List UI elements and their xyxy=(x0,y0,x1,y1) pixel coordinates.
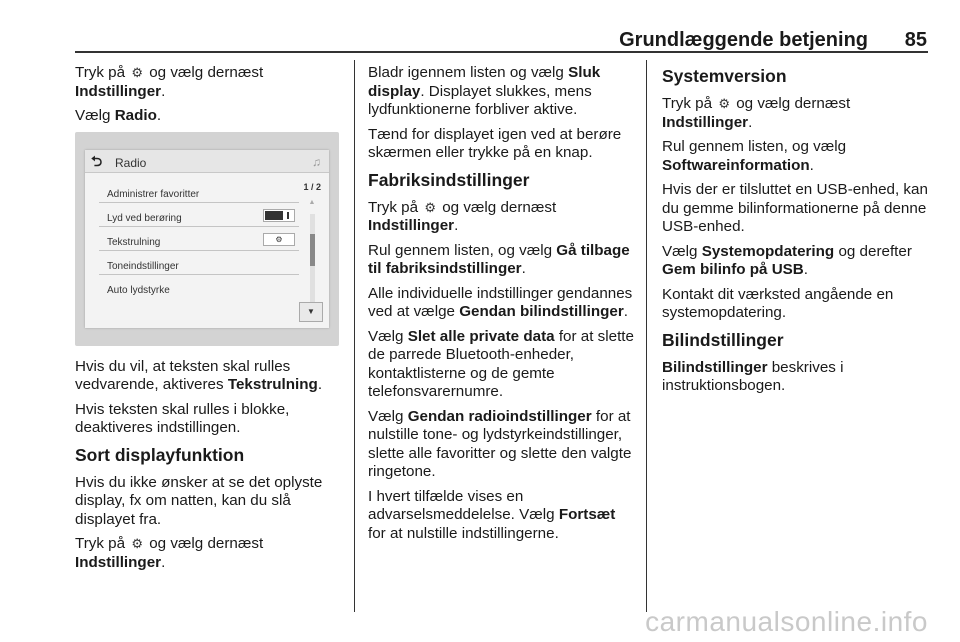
header-divider xyxy=(75,51,928,53)
paragraph: Bladr igennem listen og vælg Sluk display. Displayet slukkes, mens lydfunktionerne forbliver aktive. xyxy=(368,64,601,118)
page-number: 85 xyxy=(904,29,927,51)
screen-title-bar xyxy=(85,150,329,173)
paragraph: Tryk på ⚙ og vælg dernæst Indstillinger. xyxy=(662,95,851,131)
scroll-up-icon: ▲ xyxy=(308,198,316,206)
paragraph: Hvis der er tilsluttet en USB-enhed, kan du gemme bilinformationerne på denne USB-enhed. xyxy=(662,181,928,235)
screen-list-item: Lyd ved berøring xyxy=(99,204,299,227)
screen-title: Radio xyxy=(115,155,147,170)
screen-list-item: Administrer favoritter xyxy=(99,180,299,203)
paragraph: Alle individuelle indstillinger gendannes ved at vælge Gendan bilindstillinger. xyxy=(368,284,633,320)
paragraph: Tryk på ⚙ og vælg dernæst Indstillinger. xyxy=(368,198,557,234)
column-divider-1 xyxy=(354,60,355,612)
section-heading: Bilindstillinger xyxy=(662,329,784,350)
section-heading: Fabriksindstillinger xyxy=(368,169,530,190)
paragraph: Rul gennem listen, og vælg Softwareinformation. xyxy=(662,138,847,174)
paragraph: Hvis teksten skal rulles i blokke, deaktiveres indstillingen. xyxy=(75,400,290,436)
page-header-title: Grundlæggende betjening xyxy=(619,29,868,51)
radio-settings-screenshot xyxy=(75,132,339,346)
scroll-down-icon: ▼ xyxy=(299,302,323,322)
column-2 xyxy=(368,64,636,549)
column-divider-2 xyxy=(646,60,647,612)
toggle-off-icon: ⚙ xyxy=(263,233,295,246)
settings-gear-icon: ⚙ xyxy=(131,536,143,551)
screen-scrollbar xyxy=(310,214,315,302)
radio-screen xyxy=(85,150,329,328)
paragraph: I hvert tilfælde vises en advarselsmeddelelse. Vælg Fortsæt for at nulstille indstillingerne. xyxy=(368,487,616,542)
paragraph: Vælg Slet alle private data for at slette de parrede Bluetooth-enheder, kontaktlisterne og de gemte telefonsvarernumre. xyxy=(368,327,634,400)
paragraph: Vælg Radio. xyxy=(75,107,162,124)
toggle-on-icon xyxy=(263,209,295,222)
paragraph: Tryk på ⚙ og vælg dernæst Indstillinger. xyxy=(75,535,264,571)
screen-page-indicator: 1 / 2 xyxy=(303,181,321,192)
paragraph: Bilindstillinger beskrives i instruktionsbogen. xyxy=(662,358,844,394)
settings-gear-icon: ⚙ xyxy=(718,96,730,111)
settings-gear-icon: ⚙ xyxy=(131,65,143,80)
section-heading: Systemversion xyxy=(662,66,787,86)
paragraph: Rul gennem listen, og vælg Gå tilbage til fabriksindstillinger. xyxy=(368,241,630,277)
paragraph: Vælg Systemopdatering og derefter Gem bilinfo på USB. xyxy=(662,242,912,278)
paragraph: Tænd for displayet igen ved at berøre skærmen eller trykke på en knap. xyxy=(368,125,622,161)
paragraph: Tryk på ⚙ og vælg dernæst Indstillinger. xyxy=(75,64,264,100)
column-1 xyxy=(75,64,345,578)
settings-gear-icon: ⚙ xyxy=(424,199,436,215)
paragraph: Hvis du ikke ønsker at se det oplyste display, fx om natten, kan du slå displayet fra. xyxy=(75,473,323,528)
section-heading: Sort displayfunktion xyxy=(75,444,245,465)
column-3 xyxy=(662,64,930,402)
music-note-icon: ♫ xyxy=(312,154,321,169)
back-arrow-icon: ⮌ xyxy=(91,152,103,169)
paragraph: Kontakt dit værksted angående en systemopdatering. xyxy=(662,285,894,321)
watermark: carmanualsonline.info xyxy=(645,606,928,637)
screen-list-item: Toneindstillinger xyxy=(99,252,299,275)
paragraph: Vælg Gendan radioindstillinger for at nulstille tone- og lydstyrkeindstillinger, slette alle favoritter og slette den valgte ringetone. xyxy=(368,407,632,480)
paragraph: Hvis du vil, at teksten skal rulles vedvarende, aktiveres Tekstrulning. xyxy=(75,357,323,393)
screen-list-item: Auto lydstyrke xyxy=(107,284,170,296)
screen-list-item: Tekstrulning ⚙ xyxy=(99,228,299,251)
